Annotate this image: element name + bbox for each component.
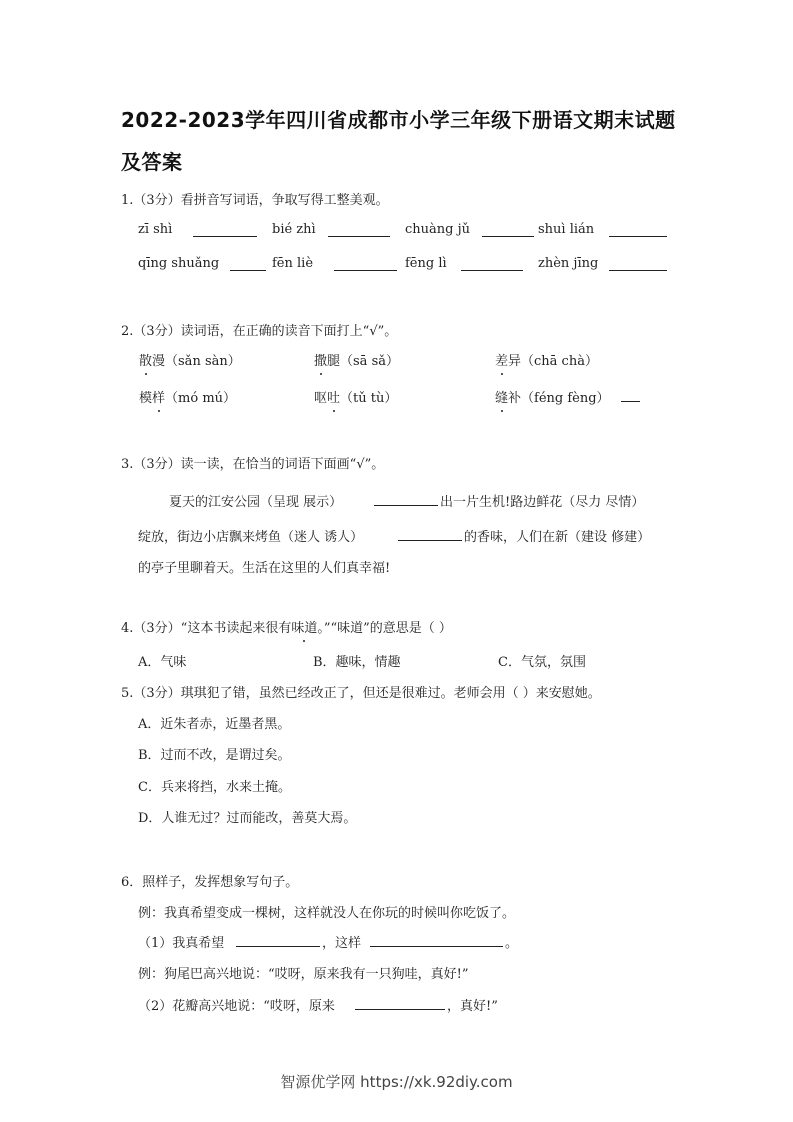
answer-blank[interactable] [621,387,640,402]
q3-text: 的香味，人们在新（建设 修建） [464,530,651,545]
q4-option-c[interactable]: C．气氛，氛围 [498,655,586,670]
q1-pinyin: qīng shuǎng [138,256,220,271]
q1-pinyin: fēn liè [272,256,314,271]
answer-blank[interactable] [328,222,390,237]
answer-blank[interactable] [374,491,438,506]
q1-pinyin: fēng lì [405,256,447,271]
q1-pinyin: shuì lián [538,222,595,237]
q6-sentence: 。 [505,936,519,951]
answer-blank[interactable] [398,526,462,541]
q4-option-b[interactable]: B．趣味，情趣 [313,655,401,670]
answer-blank[interactable] [355,995,445,1010]
q3-stem: 3.（3分）读一读，在恰当的词语下面画“√”。 [121,457,385,472]
q3-text: 出一片生机!路边鲜花（尽力 尽情） [440,495,645,510]
q2-stem: 2.（3分）读词语，在正确的读音下面打上“√”。 [121,324,398,339]
answer-blank[interactable] [193,222,257,237]
page-title-line2: 及答案 [121,150,183,174]
answer-blank[interactable] [461,256,523,271]
q1-pinyin: zī shì [138,222,173,237]
q6-sentence: （2）花瓣高兴地说：“哎呀，原来 [138,999,335,1014]
answer-blank[interactable] [482,222,534,237]
q2-word: 差异（chā chà） [495,354,598,369]
q6-stem: 6．照样子，发挥想象写句子。 [121,875,299,890]
q2-word: 撒腿（sā sǎ） [314,354,399,369]
answer-blank[interactable] [609,222,667,237]
q1-stem: 1.（3分）看拼音写词语，争取写得工整美观。 [121,193,389,208]
answer-blank[interactable] [230,256,266,271]
answer-blank[interactable] [334,256,397,271]
q6-sentence: ，这样 [322,936,362,951]
q5-option-c[interactable]: C．兵来将挡，水来土掩。 [138,780,291,795]
q1-pinyin: bié zhì [272,222,316,237]
q4-stem: 4.（3分）“这本书读起来很有味道。”“味道”的意思是（ ） [121,621,452,636]
q2-word: 呕吐（tǔ tù） [314,391,398,406]
answer-blank[interactable] [236,932,320,947]
q3-text: 夏天的江安公园（呈现 展示） [169,495,343,510]
q3-text: 的亭子里聊着天。生活在这里的人们真幸福! [138,561,391,576]
q6-example: 例：我真希望变成一棵树，这样就没人在你玩的时候叫你吃饭了。 [138,906,516,921]
q2-word: 散漫（sǎn sàn） [139,354,241,369]
q1-pinyin: zhèn jīng [538,256,599,271]
q5-option-a[interactable]: A．近朱者赤，近墨者黑。 [138,717,291,732]
q2-word: 模样（mó mú） [139,391,237,406]
q6-sentence: ，真好!” [447,999,498,1014]
q6-sentence: （1）我真希望 [138,936,225,951]
q5-option-b[interactable]: B．过而不改，是谓过矣。 [138,748,291,763]
footer-watermark: 智源优学网 https://xk.92diy.com [280,1073,513,1091]
q6-example: 例：狗尾巴高兴地说：“哎呀，原来我有一只狗哇，真好!” [138,967,469,982]
q5-option-d[interactable]: D．人谁无过？过而能改，善莫大焉。 [138,811,357,826]
q3-text: 绽放，街边小店飘来烤鱼（迷人 诱人） [138,530,364,545]
answer-blank[interactable] [609,256,667,271]
page-title: 2022-2023学年四川省成都市小学三年级下册语文期末试题 [121,108,676,132]
q2-word: 缝补（féng fèng） [495,391,610,406]
q4-option-a[interactable]: A．气味 [138,655,187,670]
q5-stem: 5.（3分）琪琪犯了错，虽然已经改正了，但还是很难过。老师会用（ ）来安慰她。 [121,686,601,701]
q1-pinyin: chuàng jǔ [405,222,471,237]
answer-blank[interactable] [370,932,503,947]
